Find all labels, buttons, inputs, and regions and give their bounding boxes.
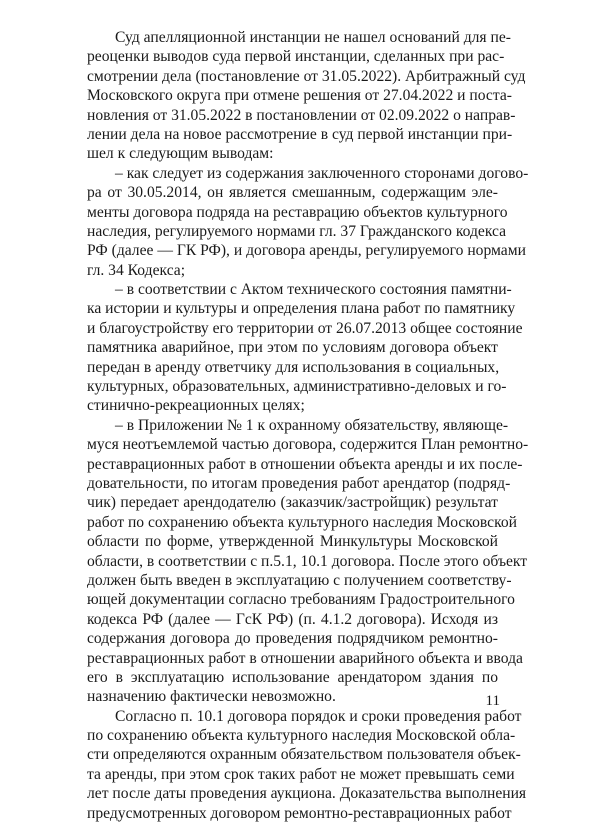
paragraph-line: ра от 30.05.2014, он является смешанным, содержащим эле-	[87, 184, 498, 202]
paragraph-line: его в эксплуатацию использование арендатором здания по	[87, 668, 498, 686]
paragraph-line: Московского округа при отмене решения от 27.04.2022 и поста-	[87, 87, 512, 105]
paragraph-line: должен быть введен в эксплуатацию с получением соответству-	[87, 571, 512, 589]
paragraph-line: передан в аренду ответчику для использования в социальных,	[87, 358, 500, 376]
paragraph-line: менты договора подряда на реставрацию объектов культурного	[87, 203, 508, 221]
paragraph-line: содержания договора до проведения подрядчиком ремонтно-	[87, 630, 498, 648]
paragraph-line: чик) передает арендодателю (заказчик/застройщик) результат	[87, 494, 498, 512]
paragraph-line: – в соответствии с Актом технического состояния памятни-	[115, 281, 512, 299]
paragraph-line: гл. 34 Кодекса;	[87, 261, 186, 279]
paragraph-line: шел к следующим выводам:	[87, 145, 274, 163]
paragraph-line: ка истории и культуры и определения плана работ по памятнику	[87, 300, 516, 318]
paragraph-line: та аренды, при этом срок таких работ не может превышать семи	[87, 765, 515, 783]
paragraph-line: стинично-рекреационных целях;	[87, 397, 305, 415]
paragraph-line: лет после даты проведения аукциона. Доказательства выполнения	[87, 785, 527, 803]
paragraph-line: Согласно п. 10.1 договора порядок и сроки проведения работ	[115, 707, 522, 725]
paragraph-line: смотрении дела (постановление от 31.05.2022). Арбитражный суд	[87, 67, 526, 85]
paragraph-line: – как следует из содержания заключенного сторонами догово-	[115, 164, 529, 182]
paragraph-line: муся неотъемлемой частью договора, содержится План ремонтно-	[87, 436, 529, 454]
paragraph-line: реоценки выводов суда первой инстанции, сделанных при рас-	[87, 48, 505, 66]
paragraph-line: РФ (далее — ГК РФ), и договора аренды, регулируемого нормами	[87, 242, 526, 260]
paragraph-line: наследия, регулируемого нормами гл. 37 Гражданского кодекса	[87, 222, 507, 240]
paragraph-line: Суд апелляционной инстанции не нашел оснований для пе-	[115, 29, 511, 46]
paragraph-line: культурных, образовательных, административно-деловых и го-	[87, 378, 507, 396]
paragraph-line: кодекса РФ (далее — ГсК РФ) (п. 4.1.2 договора). Исходя из	[87, 610, 498, 628]
paragraph-line: и благоустройству его территории от 26.07.2013 общее состояние	[87, 319, 523, 337]
body-text	[87, 28, 529, 823]
paragraph-line: предусмотренных договором ремонтно-реставрационных работ	[87, 804, 512, 822]
paragraph-line: назначению фактически невозможно.	[87, 688, 336, 706]
paragraph-line: работ по сохранению объекта культурного наследия Московской	[87, 513, 517, 531]
page-number: 11	[485, 693, 500, 709]
paragraph-line: лении дела на новое рассмотрение в суд первой инстанции при-	[87, 125, 513, 143]
paragraph-line: области, в соответствии с п.5.1, 10.1 договора. После этого объект	[87, 552, 528, 570]
paragraph-line: сти определяются охранным обязательством пользователя объек-	[87, 746, 521, 764]
paragraph-line: по сохранению объекта культурного наследия Московской обла-	[87, 727, 516, 745]
paragraph-line: реставрационных работ в отношении аварийного объекта и ввода	[87, 649, 523, 667]
paragraph-line: реставрационных работ в отношении объекта аренды и их после-	[87, 455, 523, 473]
paragraph-line: новления от 31.05.2022 в постановлении от 02.09.2022 о направ-	[87, 106, 516, 124]
paragraph-line: памятника аварийное, при этом по условиям договора объект	[87, 339, 498, 357]
paragraph-line: ющей документации согласно требованиям Градостроительного	[87, 591, 515, 609]
paragraph-line: области по форме, утвержденной Минкультуры Московской	[87, 533, 498, 551]
paragraph-line: – в Приложении № 1 к охранному обязательству, являюще-	[115, 416, 509, 434]
paragraph-line: довательности, по итогам проведения работ арендатор (подряд-	[87, 474, 511, 492]
